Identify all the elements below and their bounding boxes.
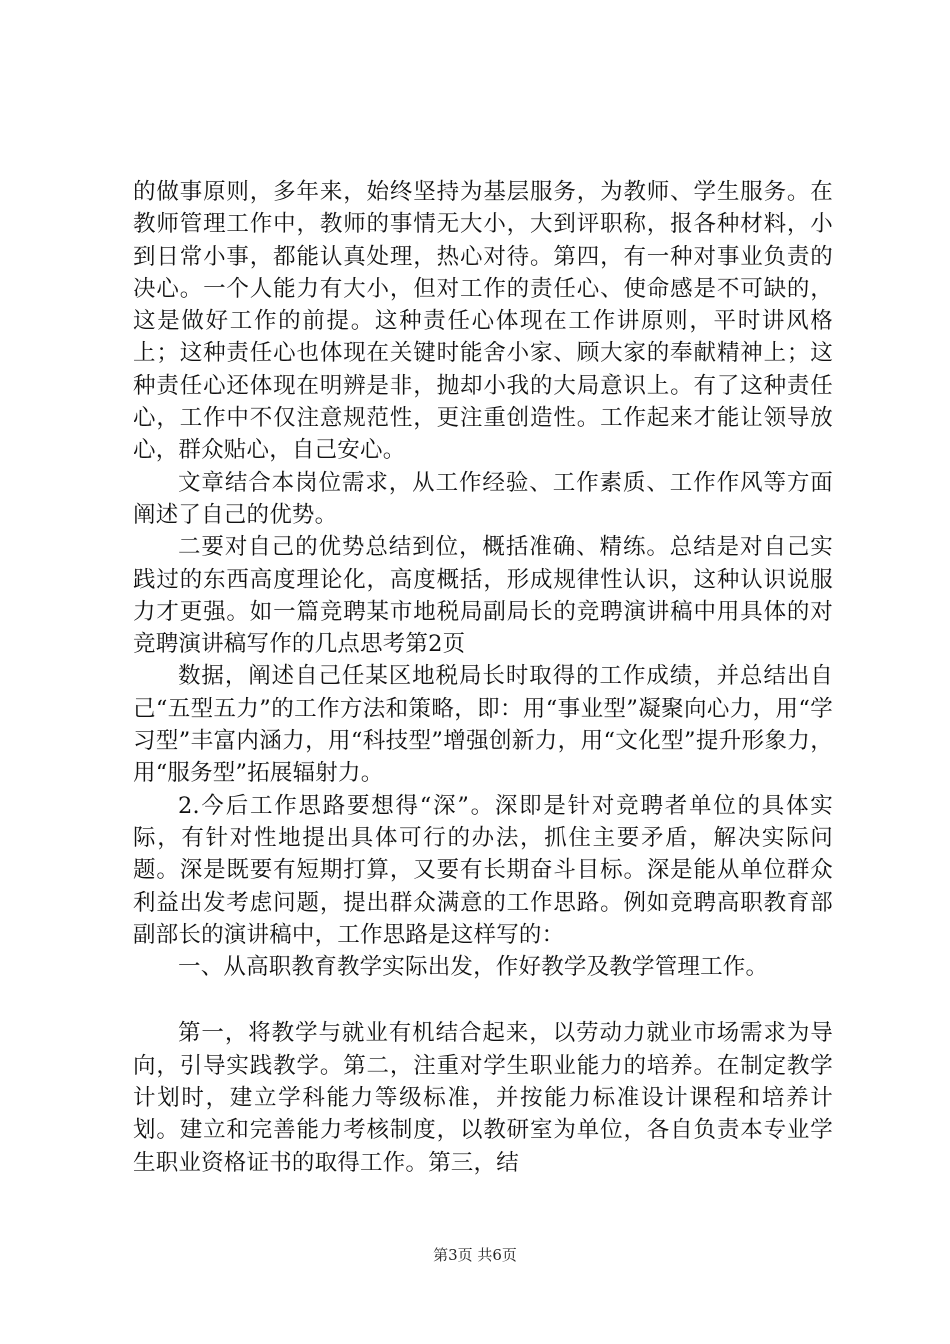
paragraph-heading-one: 一、从高职教育教学实际出发，作好教学及教学管理工作。 (178, 954, 769, 981)
paragraph-point-two: 二要对自己的优势总结到位，概括准确、精练。总结是对自己实践过的东西高度理论化，高度概括，形成规律性认识，这种认识说服力才更强。如一篇竞聘某市地税局副局长的竞聘演讲稿中用具体的对竞聘演讲稿写作的几点思考第2页 (133, 534, 833, 658)
document-body (133, 176, 833, 1179)
paragraph-work-ideas: 2.今后工作思路要想得“深”。深即是针对竞聘者单位的具体实际，有针对性地提出具体可行的办法，抓住主要矛盾，解决实际问题。深是既要有短期打算，又要有长期奋斗目标。深是能从单位群众利益出发考虑问题，提出群众满意的工作思路。例如竞聘高职教育部副部长的演讲稿中，工作思路是这样写的： (133, 792, 833, 948)
page-footer: 第3页 共6页 (433, 1246, 517, 1264)
paragraph-summary: 文章结合本岗位需求，从工作经验、工作素质、工作作风等方面阐述了自己的优势。 (133, 469, 833, 528)
paragraph-continuation: 的做事原则，多年来，始终坚持为基层服务，为教师、学生服务。在教师管理工作中，教师的事情无大小，大到评职称，报各种材料，小到日常小事，都能认真处理，热心对待。第四，有一种对事业负责的决心。一个人能力有大小，但对工作的责任心、使命感是不可缺的，这是做好工作的前提。这种责任心体现在工作讲原则，平时讲风格上；这种责任心也体现在关键时能舍小家、顾大家的奉献精神上；这种责任心还体现在明辨是非，抛却小我的大局意识上。有了这种责任心，工作中不仅注意规范性，更注重创造性。工作起来才能让领导放心，群众贴心，自己安心。 (133, 179, 833, 464)
paragraph-first-second-third: 第一，将教学与就业有机结合起来，以劳动力就业市场需求为导向，引导实践教学。第二，注重对学生职业能力的培养。在制定教学计划时，建立学科能力等级标准，并按能力标准设计课程和培养计划。建立和完善能力考核制度，以教研室为单位，各自负责本专业学生职业资格证书的取得工作。第三，结 (133, 1020, 833, 1176)
paragraph-data: 数据，阐述自己任某区地税局长时取得的工作成绩，并总结出自己“五型五力”的工作方法和策略，即：用“事业型”凝聚向心力，用“学习型”丰富内涵力，用“科技型”增强创新力，用“文化型”提升形象力，用“服务型”拓展辐射力。 (133, 663, 833, 787)
